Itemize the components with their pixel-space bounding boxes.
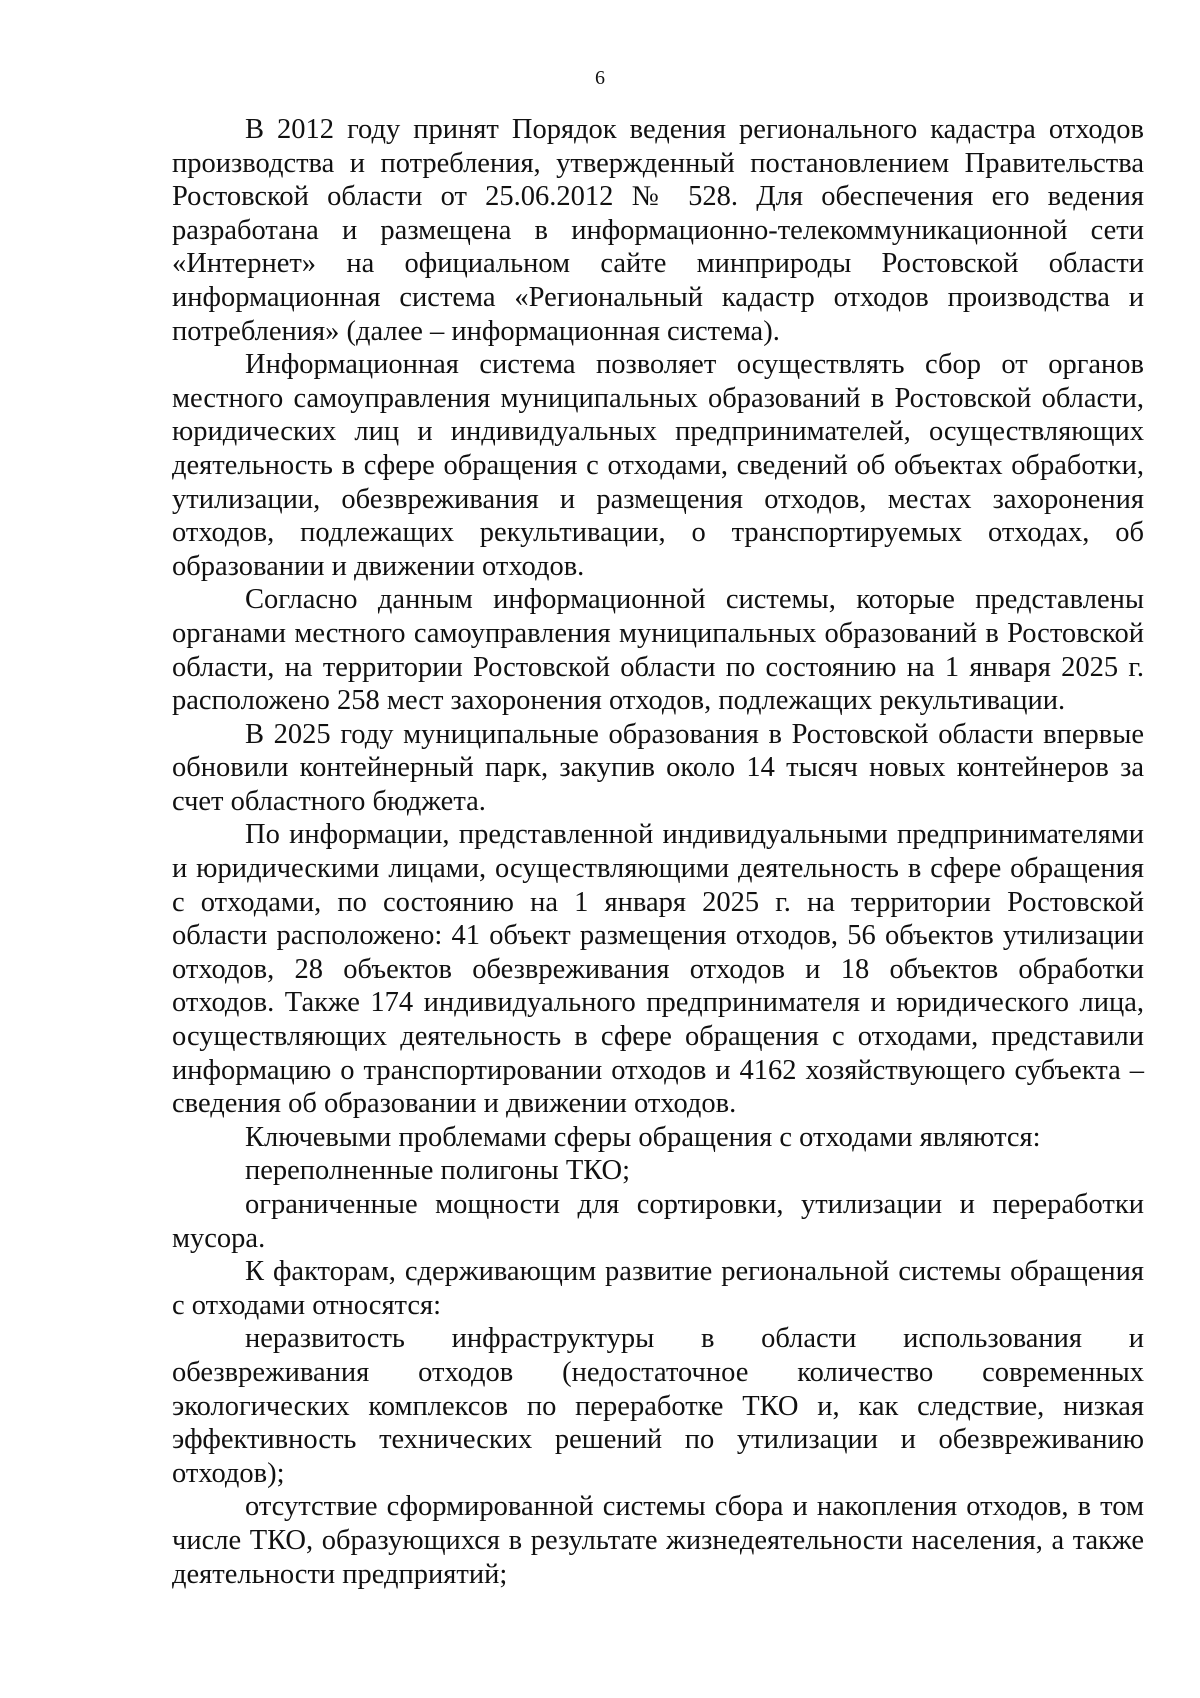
- paragraph-waste-facilities: По информации, представленной индивидуальными предпринимателями и юридическими лицами, осуществляющими деятельность в сфере обращения с отходами, по состоянию на 1 января 2025 г. на территории Ростовской области расположено: 41 объект размещения отходов, 56 объектов утилизации отходов, 28 объектов обезвреживания отходов и 18 объектов обработки отходов. Также 174 индивидуального предпринимателя и юридического лица, осуществляющих деятельность в сфере обращения с отходами, представили информацию о транспортировании отходов и 4162 хозяйствующего субъекта – сведения об образовании и движении отходов.: [172, 819, 1144, 1120]
- document-body: [172, 113, 1144, 1591]
- paragraph-key-problems-intro: Ключевыми проблемами сферы обращения с отходами являются:: [245, 1121, 1041, 1153]
- list-item-underdeveloped-infrastructure: неразвитость инфраструктуры в области использования и обезвреживания отходов (недостаточное количество современных экологических комплексов по переработке ТКО и, как следствие, низкая эффективность технических решений по утилизации и обезвреживанию отходов);: [172, 1323, 1144, 1489]
- list-item-limited-capacity: ограниченные мощности для сортировки, утилизации и переработки мусора.: [172, 1189, 1144, 1254]
- paragraph-container-fleet: В 2025 году муниципальные образования в Ростовской области впервые обновили контейнерный парк, закупив около 14 тысяч новых контейнеров за счет областного бюджета.: [172, 718, 1144, 817]
- paragraph-constraining-factors-intro: К факторам, сдерживающим развитие региональной системы обращения с отходами относятся:: [172, 1256, 1144, 1321]
- list-item-overfilled-landfills: переполненные полигоны ТКО;: [245, 1155, 631, 1187]
- list-item-no-collection-system: отсутствие сформированной системы сбора и накопления отходов, в том числе ТКО, образующихся в результате жизнедеятельности населения, а также деятельности предприятий;: [172, 1491, 1144, 1590]
- paragraph-regional-cadastre: В 2012 году принят Порядок ведения регионального кадастра отходов производства и потребления, утвержденный постановлением Правительства Ростовской области от 25.06.2012 № 528. Для обеспечения его ведения разработана и размещена в информационно-телекоммуникационной сети «Интернет» на официальном сайте минприроды Ростовской области информационная система «Региональный кадастр отходов производства и потребления» (далее – информационная система).: [172, 114, 1144, 347]
- page-number: 6: [595, 67, 605, 89]
- paragraph-information-system: Информационная система позволяет осуществлять сбор от органов местного самоуправления муниципальных образований в Ростовской области, юридических лиц и индивидуальных предпринимателей, осуществляющих деятельность в сфере обращения с отходами, сведений об объектах обработки, утилизации, обезвреживания и размещения отходов, местах захоронения отходов, подлежащих рекультивации, о транспортируемых отходах, об образовании и движении отходов.: [172, 349, 1144, 582]
- paragraph-landfill-sites: Согласно данным информационной системы, которые представлены органами местного самоуправления муниципальных образований в Ростовской области, на территории Ростовской области по состоянию на 1 января 2025 г. расположено 258 мест захоронения отходов, подлежащих рекультивации.: [172, 584, 1144, 717]
